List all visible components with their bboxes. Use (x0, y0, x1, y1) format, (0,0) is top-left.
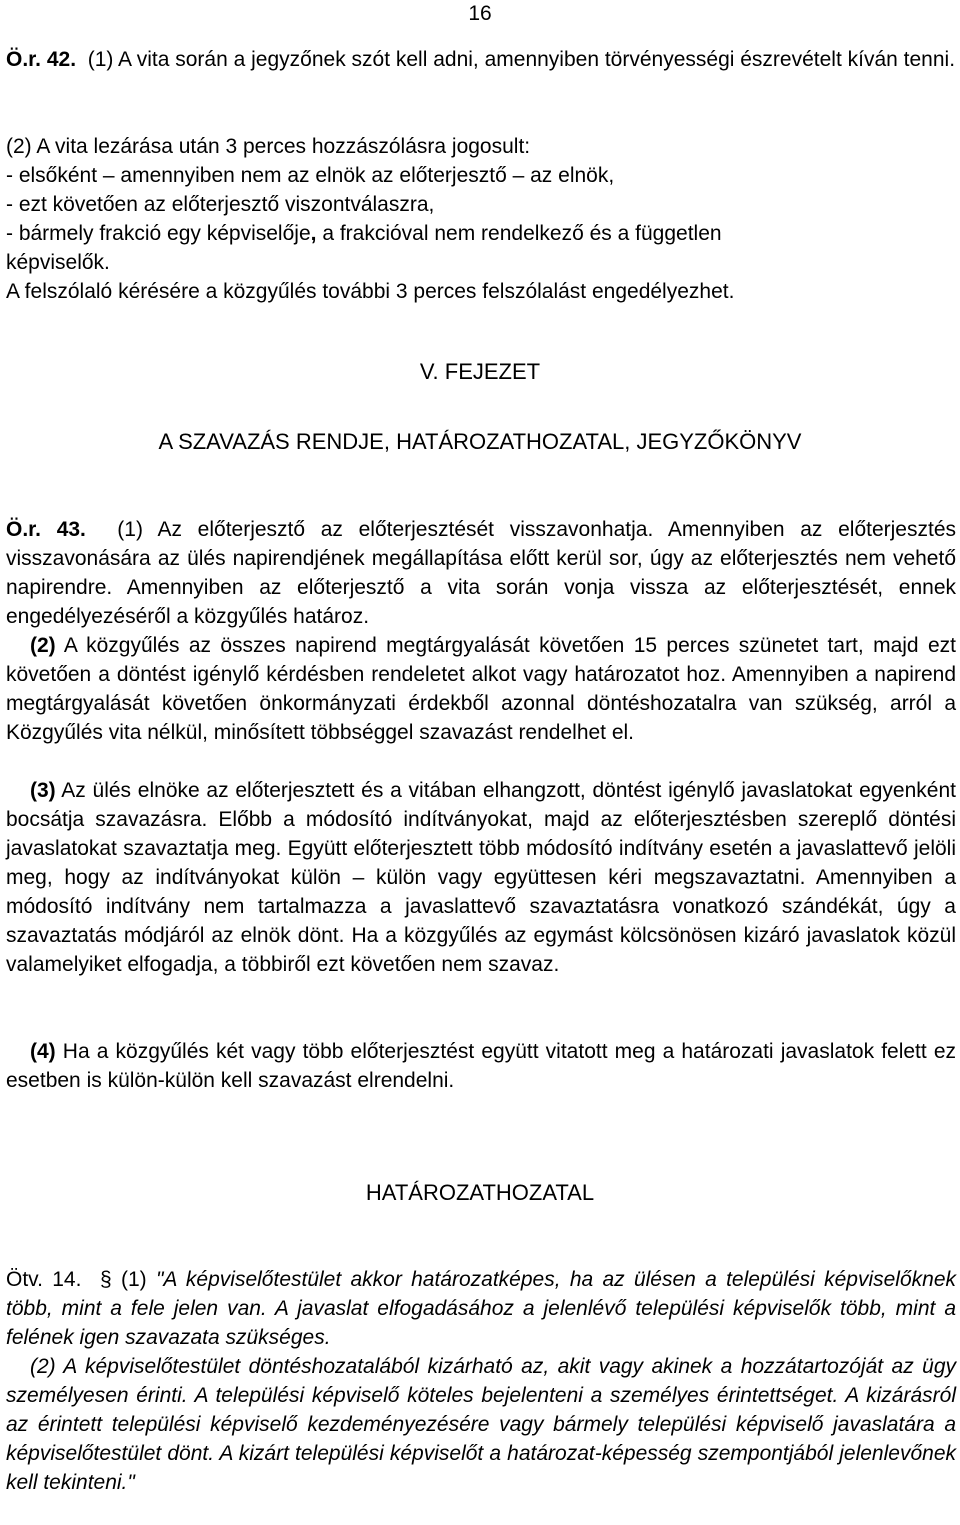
otv14-p1-text: "A képviselőtestület akkor határozatképes, ha az ülésen a települési képviselőknek több, mint a fele jelen van. A javaslat elfogadásához a jelenlévő települési képviselők több, mint a felének igen szavazata szükséges. (6, 1268, 956, 1349)
sec43-p1-rest: Amennyiben az előterjesztés visszavonására az ülés napirendjének megállapítása előtt kerül sor, úgy az előterjesztés nem vehető napirendre. Amennyiben az előterjesztő a vita során vonja vissza az előterjesztését, ennek engedélyezéséről a közgyűlés határoz. (6, 518, 956, 628)
otv14-p1-num: (1) (121, 1268, 147, 1291)
sec43-ref: Ö.r. 43. (6, 518, 86, 541)
sec42-item-1: - elsőként – amennyiben nem az elnök az előterjesztő – az elnök, (6, 164, 615, 187)
sec43-p4-text: Ha a közgyűlés két vagy több előterjesztést együtt vitatott meg a határozati javaslatok felett ez esetben is külön-külön kell szavazást elrendelni. (6, 1040, 956, 1092)
sec43-p4-num: (4) (30, 1040, 56, 1063)
section-title: HATÁROZATHOZATAL (365, 1180, 595, 1205)
otv14-p2-text: (2) A képviselőtestület döntéshozatalából kizárható az, akit vagy akinek a hozzátartozóját az ügy személyesen érinti. A települési képviselő köteles bejelenteni a személyes érintettséget. A kizárásról az érintett települési képviselő kezdeményezésére vagy bármely települési képviselő javaslatára a képviselőtestület dönt. A kizárt települési képviselőt a határozat-képesség szempontjából jelenlevőnek kell tekinteni." (6, 1355, 956, 1494)
sec43-paragraph-3 (6, 776, 956, 979)
sec42-ref: Ö.r. 42. (6, 48, 77, 71)
sec42-item-3-lead: - bármely frakció egy képviselője (6, 222, 311, 245)
sec42-item-2: - ezt követően az előterjesztő viszontválaszra, (6, 193, 435, 216)
section-sign: § (100, 1268, 112, 1291)
sec43-p3-num: (3) (30, 779, 56, 802)
sec42-item-3: - bármely frakció egy képviselője, a frakcióval nem rendelkező és a független (6, 222, 722, 245)
sec43-paragraph-2 (6, 631, 956, 747)
sec42-p2-intro: (2) A vita lezárása után 3 perces hozzászólásra jogosult: (6, 135, 531, 158)
sec42-item-3-cont: képviselők. (6, 251, 110, 274)
sec42-paragraph-1 (6, 45, 956, 74)
sec42-item-3-rest: a frakcióval nem rendelkező és a független (322, 222, 722, 245)
otv14-paragraph-2 (6, 1352, 956, 1497)
sec42-p1-text: (1) A vita során a jegyzőnek szót kell adni, amennyiben törvényességi észrevételt kíván tenni. (87, 48, 956, 71)
chapter-title: A SZAVAZÁS RENDJE, HATÁROZATHOZATAL, JEGYZŐKÖNYV (158, 429, 802, 454)
sec43-p3-text: Az ülés elnöke az előterjesztett és a vitában elhangzott, döntést igénylő javaslatokat egyenként bocsátja szavazásra. Előbb a módosító indítványokat, majd az előterjesztésben szereplő döntési javaslatokat szavaztatja meg. Együtt előterjesztett több módosító indítvány esetén a javaslattevő jelöli meg, hogy az indítványokat külön – külön vagy együttesen kéri megszavaztatni. Amennyiben a módosító indítvány nem tartalmazza a javaslattevő szavaztatásra vonatkozó szándékát, úgy a szavaztatás módjáról az elnök dönt. Ha a közgyűlés az egymást kölcsönösen kizáró javaslatok közül valamelyiket elfogadja, a többiről ezt követően nem szavaz. (6, 779, 956, 976)
sec43-p2-text: A közgyűlés az összes napirend megtárgyalását követően 15 perces szünetet tart, majd ezt követően a döntést igénylő kérdésben rendeletet alkot vagy határozatot hoz. Amennyiben a napirend megtárgyalását követően önkormányzati érdekből azonnal döntéshozatalra van szükség, arról a Közgyűlés vita nélkül, minősített többséggel szavazást rendelhet el. (6, 634, 956, 744)
sec43-p1-lead: (1) Az előterjesztő az előterjesztését visszavonhatja. (117, 518, 654, 541)
sec43-paragraph-4 (6, 1037, 956, 1095)
sec42-p2-end: A felszólaló kérésére a közgyűlés további 3 perces felszólalást engedélyezhet. (6, 280, 735, 303)
sec43-p2-num: (2) (30, 634, 56, 657)
page-number: 16 (468, 2, 492, 25)
otv14-paragraph-1 (6, 1265, 956, 1352)
chapter-number: V. FEJEZET (419, 359, 541, 384)
otv14-ref: Ötv. 14. (6, 1268, 82, 1291)
sec43-paragraph-1 (6, 515, 956, 631)
